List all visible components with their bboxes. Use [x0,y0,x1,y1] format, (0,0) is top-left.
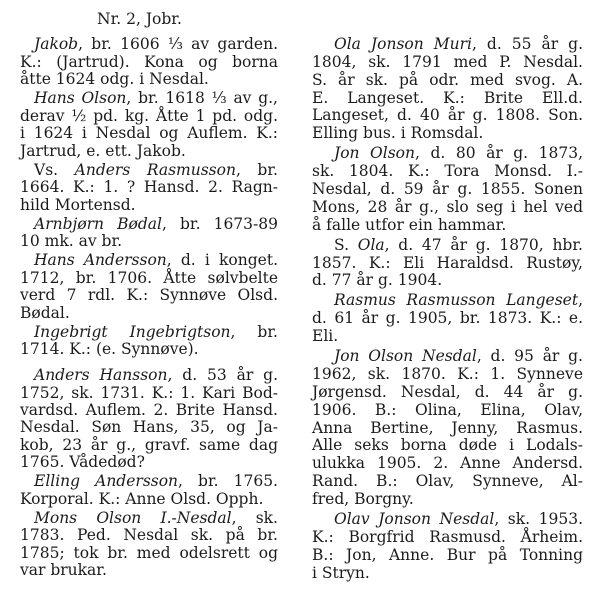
entry-line: B.: Jon, Anne. Bur på Tonning [312,545,583,564]
entry-line [20,162,278,179]
entry [20,36,278,88]
person-name: Arnbjørn Bødal [34,214,162,233]
entry-line: Mons, 28 år g., slo seg i hel ved [312,197,583,216]
entry-line: E. Langeset. K.: Brite Ell.d. [312,88,583,107]
entry-line: K.: Borgfrid Rasmusd. Årheim. [312,527,583,546]
entry-line: Korporal. K.: Anne Olsd. Opph. [20,489,264,508]
entry-text: , d. 53 år g. [167,366,278,385]
entry-line: K.: (Jartrud). Kona og borna [20,52,278,71]
entry [20,252,278,322]
entry [312,36,583,143]
entry [312,511,583,582]
entry-line [20,324,278,341]
entry-line [20,36,278,53]
entry-line: Anna Bertine, Jenny, Rasmus. [312,418,583,437]
entry-text: , d. 47 år g. 1870, hbr. [384,235,583,254]
entry-text: , d. i konget. [166,251,278,270]
entry-line: Elling bus. i Romsdal. [312,124,484,143]
entry-line: Langeset, d. 40 år g. 1808. Son. [312,106,583,125]
entry-line [20,510,278,527]
entry-line: hild Mortensd. [20,195,136,214]
entry-line: derav ½ pd. kg. Åtte 1 pd. odg. [20,106,278,125]
entry-line [312,511,583,529]
entry-text: , d. 95 år g. [476,347,583,366]
entry-line: Rand. B.: Olav, Synneve, Al- [312,472,583,491]
entry-group [20,36,278,358]
farm-heading: Nr. 2, Jobr. [97,10,182,29]
entry [20,162,278,214]
entry-line: 1765. Vådedød? [20,453,145,472]
entry-line: 1906. B.: Olina, Elina, Olav, [312,400,583,419]
right-column [312,36,583,582]
entry-line: vardsd. Auflem. 2. Brite Hansd. [20,401,278,419]
entry [20,324,278,359]
entry [312,348,583,509]
person-name: Elling Andersson [34,472,179,491]
person-name: Ola [357,235,385,254]
entry-group [20,367,278,579]
entry-line: d. 77 år g. 1904. [312,271,443,290]
entry [20,367,278,471]
person-name: Rasmus Rasmusson Langeset [334,291,579,310]
entry-line: Jartrud, e. ett. Jakob. [20,141,186,160]
entry-line [20,216,278,233]
person-name: Jon Olson Nesdal [334,347,477,366]
entry-line: sk. 1804. K.: Tora Monsd. I.- [312,162,583,181]
entry-text: , br. 1765. [178,472,278,491]
person-name: Hans Andersson [34,251,167,270]
entry [20,510,278,580]
entry-line: fred, Borgny. [312,489,414,508]
entry-text: , br. 1618 ⅓ av g., [126,89,278,108]
entry-line [20,252,278,269]
entry-line [20,90,278,107]
entry-line: 1752, sk. 1731. K.: 1. Kari Bod- [20,383,278,402]
entry [312,292,583,346]
entry-text: , br. [230,322,278,341]
entry [20,90,278,160]
entry-text: , d. 55 år g. [471,35,583,54]
entry-text: , sk. 1953. [494,509,583,528]
entry-line: S. år sk. på odr. med svog. A. [312,70,583,89]
entry-line: Nesdal, d. 59 år g. 1855. Sonen [312,180,583,199]
entry-line: Nesdal. Søn Hans, 35, og Ja- [20,418,278,437]
person-name: Anders Hansson [34,366,168,385]
entry-line: 1785; tok br. med odelsrett og [20,543,278,562]
entry-line: 1783. Ped. Nesdal sk. på br. [20,526,278,545]
entry-line [312,348,583,366]
entry-line: 10 mk. av br. [20,232,123,251]
entry-line [312,145,583,163]
entry-prefix: S. [334,235,358,254]
person-name: Jon Olson [334,144,415,163]
person-name: Anders Rasmusson [74,160,236,179]
person-name: Ola Jonson Muri [334,35,472,54]
entry-line: var brukar. [20,561,107,580]
entry-line: Alle seks borna døde i Lodals- [312,436,583,455]
entry-line: 1804, sk. 1791 med P. Nesdal. [312,52,583,71]
entry-line: Eli. [312,327,339,346]
entry-line [20,473,278,490]
person-name: Mons Olson I.-Nesdal [34,509,232,528]
entry-line: i Stryn. [312,563,370,582]
entry-text: , br. [235,160,278,179]
entry-text: , d. 80 år g. 1873, [415,144,584,163]
person-name: Hans Olson [34,89,127,108]
entry [312,237,583,291]
left-column [20,11,278,579]
entry-group [312,36,583,582]
entry-line [20,367,278,384]
person-name: Jakob [34,35,79,54]
entry-line: å falle utfor ein hammar. [312,215,507,234]
entry-text: , sk. [231,509,278,528]
entry-text: , br. 1673-89 [161,214,278,233]
entry-line: 1962, sk. 1870. K.: 1. Synneve [312,365,583,384]
entry-line: ulukka 1905. 2. Anne Andersd. [312,454,583,473]
entry [20,473,278,508]
entry-line: i 1624 i Nesdal og Auflem. K.: [20,124,278,143]
entry-line [312,292,583,310]
entry [312,145,583,234]
entry-line [312,36,583,54]
person-name: Olav Jonson Nesdal [334,509,495,528]
entry [20,216,278,251]
entry-text: , br. 1606 ⅓ av garden. [78,35,278,54]
entry-line: d. 61 år g. 1905, br. 1873. K.: e. [312,309,583,328]
entry-line: Bødal. [20,303,70,322]
entry-line [312,237,583,255]
entry-line: Jørgensd. Nesdal, d. 44 år g. [312,382,583,401]
entry-line: 1712, br. 1706. Åtte sølvbelte [20,268,278,287]
entry-text: , [578,291,583,310]
person-name: Ingebrigt Ingebrigtson [34,322,231,341]
entry-line: 1714. K.: (e. Synnøve). [20,340,199,359]
entry-line: verd 7 rdl. K.: Synnøve Olsd. [20,286,278,305]
entry-line: 1857. K.: Eli Haraldsd. Rustøy, [312,253,583,272]
entry-prefix: Vs. [34,160,75,179]
entry-line: kob, 23 år g., gravf. same dag [20,435,278,454]
entry-line: åtte 1624 odg. i Nesdal. [20,70,209,89]
entry-line: 1664. K.: 1. ? Hansd. 2. Ragn- [20,178,278,197]
